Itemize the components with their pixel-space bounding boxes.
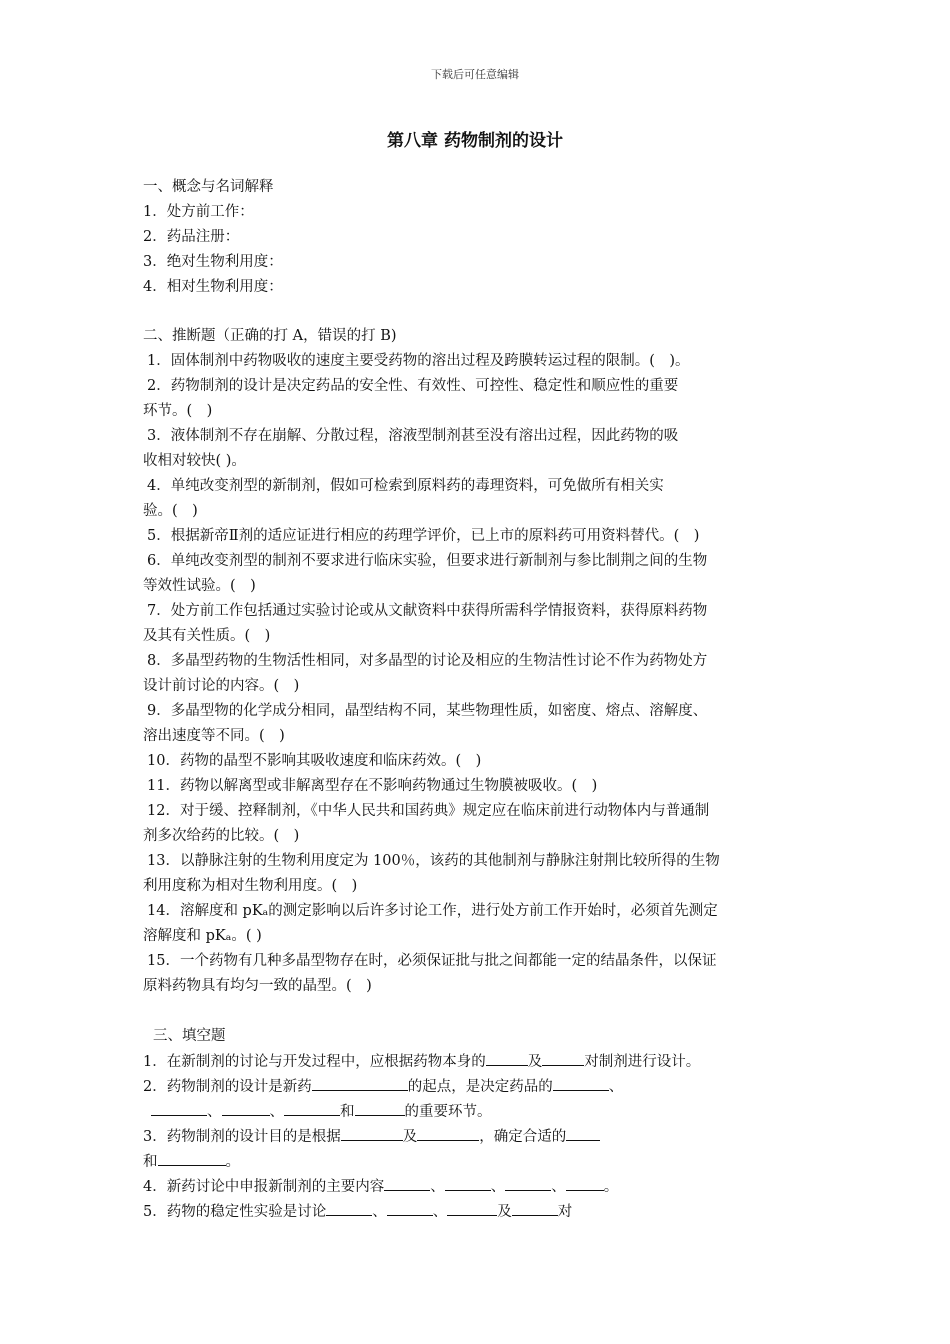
- question-text: 4．新药讨论中申报新制剂的主要内容: [143, 1179, 385, 1195]
- answer-blank[interactable]: [284, 1101, 340, 1116]
- answer-blank[interactable]: [341, 1126, 403, 1141]
- question-text: 、: [551, 1179, 566, 1195]
- section1-item: 3．绝对生物利用度：: [143, 254, 283, 270]
- question-text: 及: [402, 1129, 418, 1145]
- question-line: 原料药物具有均匀一致的晶型。( ): [143, 978, 372, 994]
- page-header: 下载后可任意编辑: [431, 68, 519, 81]
- fill-question-2: [143, 1076, 823, 1097]
- answer-blank[interactable]: [387, 1201, 433, 1216]
- question-text: ，确定合适的: [479, 1129, 567, 1145]
- question-line: 10．药物的晶型不影响其吸收速度和临床药效。( ): [147, 753, 482, 769]
- question-text: 。: [225, 1154, 240, 1170]
- answer-blank[interactable]: [486, 1051, 528, 1066]
- question-text: 及: [527, 1054, 543, 1070]
- question-line: 收相对较快( )。: [143, 453, 246, 469]
- question-text: 3．药物制剂的设计目的是根据: [143, 1129, 341, 1145]
- question-text: 5．药物的稳定性实验是讨论: [143, 1204, 327, 1220]
- question-text: 2．药物制剂的设计是新药: [143, 1079, 312, 1095]
- answer-blank[interactable]: [447, 1201, 497, 1216]
- question-line: 2．药物制剂的设计是决定药品的安全性、有效性、可控性、稳定性和顺应性的重要: [147, 378, 679, 394]
- section2-heading: 二、推断题（正确的打 A，错误的打 B): [143, 328, 397, 344]
- answer-blank[interactable]: [326, 1201, 372, 1216]
- section1-item: 4．相对生物利用度：: [143, 279, 283, 295]
- question-line: 剂多次给药的比较。( ): [143, 828, 300, 844]
- question-text: 、: [269, 1104, 284, 1120]
- question-line: 13．以静脉注射的生物利用度定为 100％，该药的其他制剂与静脉注射荆比较所得的生物: [147, 853, 720, 869]
- question-text: 和: [340, 1104, 355, 1120]
- question-line: 溶解度和 pKₐ。( ): [143, 928, 262, 944]
- fill-question-1: [143, 1051, 823, 1072]
- question-line: 等效性试验。( ): [143, 578, 256, 594]
- section1-item: 1．处方前工作：: [143, 204, 254, 220]
- section1-item: 2．药品注册：: [143, 229, 240, 245]
- answer-blank[interactable]: [355, 1101, 405, 1116]
- question-line: 15．一个药物有几种多晶型物存在时，必须保证批与批之间都能一定的结晶条件，以保证: [147, 953, 717, 969]
- question-line: 1．固体制剂中药物吸收的速度主要受药物的溶出过程及跨膜转运过程的限制。( )。: [147, 353, 690, 369]
- question-text: 、: [207, 1104, 222, 1120]
- question-text: 对制剂进行设计。: [584, 1054, 701, 1070]
- question-text: 。: [603, 1179, 619, 1195]
- question-text: 、: [430, 1179, 445, 1195]
- question-text: 及: [497, 1204, 512, 1220]
- question-text: 对: [557, 1204, 573, 1220]
- question-text: 、: [490, 1179, 506, 1195]
- answer-blank[interactable]: [512, 1201, 558, 1216]
- question-line: 7．处方前工作包括通过实验讨论或从文献资料中获得所需科学情报资料，获得原料药物: [147, 603, 708, 619]
- answer-blank[interactable]: [151, 1101, 207, 1116]
- question-line: 4．单纯改变剂型的新制剂，假如可检索到原料药的毒理资料，可免做所有相关实: [147, 478, 664, 494]
- question-line: 利用度称为相对生物利用度。( ): [143, 878, 358, 894]
- question-text: 的起点，是决定药品的: [407, 1079, 553, 1095]
- answer-blank[interactable]: [542, 1051, 584, 1066]
- answer-blank[interactable]: [566, 1176, 604, 1191]
- question-text: 、: [432, 1204, 448, 1220]
- fill-question-2-cont: [151, 1101, 831, 1122]
- question-line: 及其有关性质。( ): [143, 628, 271, 644]
- answer-blank[interactable]: [445, 1176, 491, 1191]
- answer-blank[interactable]: [566, 1126, 600, 1141]
- answer-blank[interactable]: [158, 1151, 226, 1166]
- fill-question-3-cont: [143, 1151, 823, 1172]
- answer-blank[interactable]: [505, 1176, 551, 1191]
- answer-blank[interactable]: [222, 1101, 270, 1116]
- question-text: 1．在新制剂的讨论与开发过程中，应根据药物本身的: [143, 1054, 486, 1070]
- question-text: 、: [608, 1079, 624, 1095]
- question-line: 验。( ): [143, 503, 198, 519]
- answer-blank[interactable]: [553, 1076, 609, 1091]
- fill-question-3: [143, 1126, 823, 1147]
- section1-heading: 一、概念与名词解释: [143, 179, 274, 195]
- fill-question-5: [143, 1201, 823, 1222]
- question-line: 11．药物以解离型或非解离型存在不影响药物通过生物膜被吸收。( ): [147, 778, 598, 794]
- question-line: 9．多晶型物的化学成分相同，晶型结构不同，某些物理性质，如密度、熔点、溶解度、: [147, 703, 708, 719]
- question-line: 6．单纯改变剂型的制剂不要求进行临床实验，但要求进行新制剂与参比制荆之间的生物: [147, 553, 708, 569]
- question-line: 5．根据新帝Ⅱ剂的适应证进行相应的药理学评价，已上市的原料药可用资料替代。( ): [147, 528, 700, 544]
- answer-blank[interactable]: [384, 1176, 430, 1191]
- question-text: 的重要环节。: [404, 1104, 492, 1120]
- answer-blank[interactable]: [312, 1076, 408, 1091]
- question-line: 14．溶解度和 pKₐ的测定影响以后许多讨论工作，进行处方前工作开始时，必须首先测定: [147, 903, 718, 919]
- question-line: 溶出速度等不同。( ): [143, 728, 285, 744]
- section3-heading: 三、填空题: [153, 1028, 226, 1044]
- question-line: 8．多晶型药物的生物活性相同，对多晶型的讨论及相应的生物洁性讨论不作为药物处方: [147, 653, 708, 669]
- fill-question-4: [143, 1176, 823, 1197]
- question-text: 、: [372, 1204, 387, 1220]
- answer-blank[interactable]: [417, 1126, 479, 1141]
- question-line: 3．液体制剂不存在崩解、分散过程，溶液型制剂甚至没有溶出过程，因此药物的吸: [147, 428, 679, 444]
- question-text: 和: [143, 1154, 158, 1170]
- question-line: 12．对于缓、控释制剂，《中华人民共和国药典》规定应在临床前进行动物体内与普通制: [147, 803, 710, 819]
- question-line: 设计前讨论的内容。( ): [143, 678, 300, 694]
- question-line: 环节。( ): [143, 403, 213, 419]
- page-title: 第八章 药物制剂的设计: [387, 131, 563, 151]
